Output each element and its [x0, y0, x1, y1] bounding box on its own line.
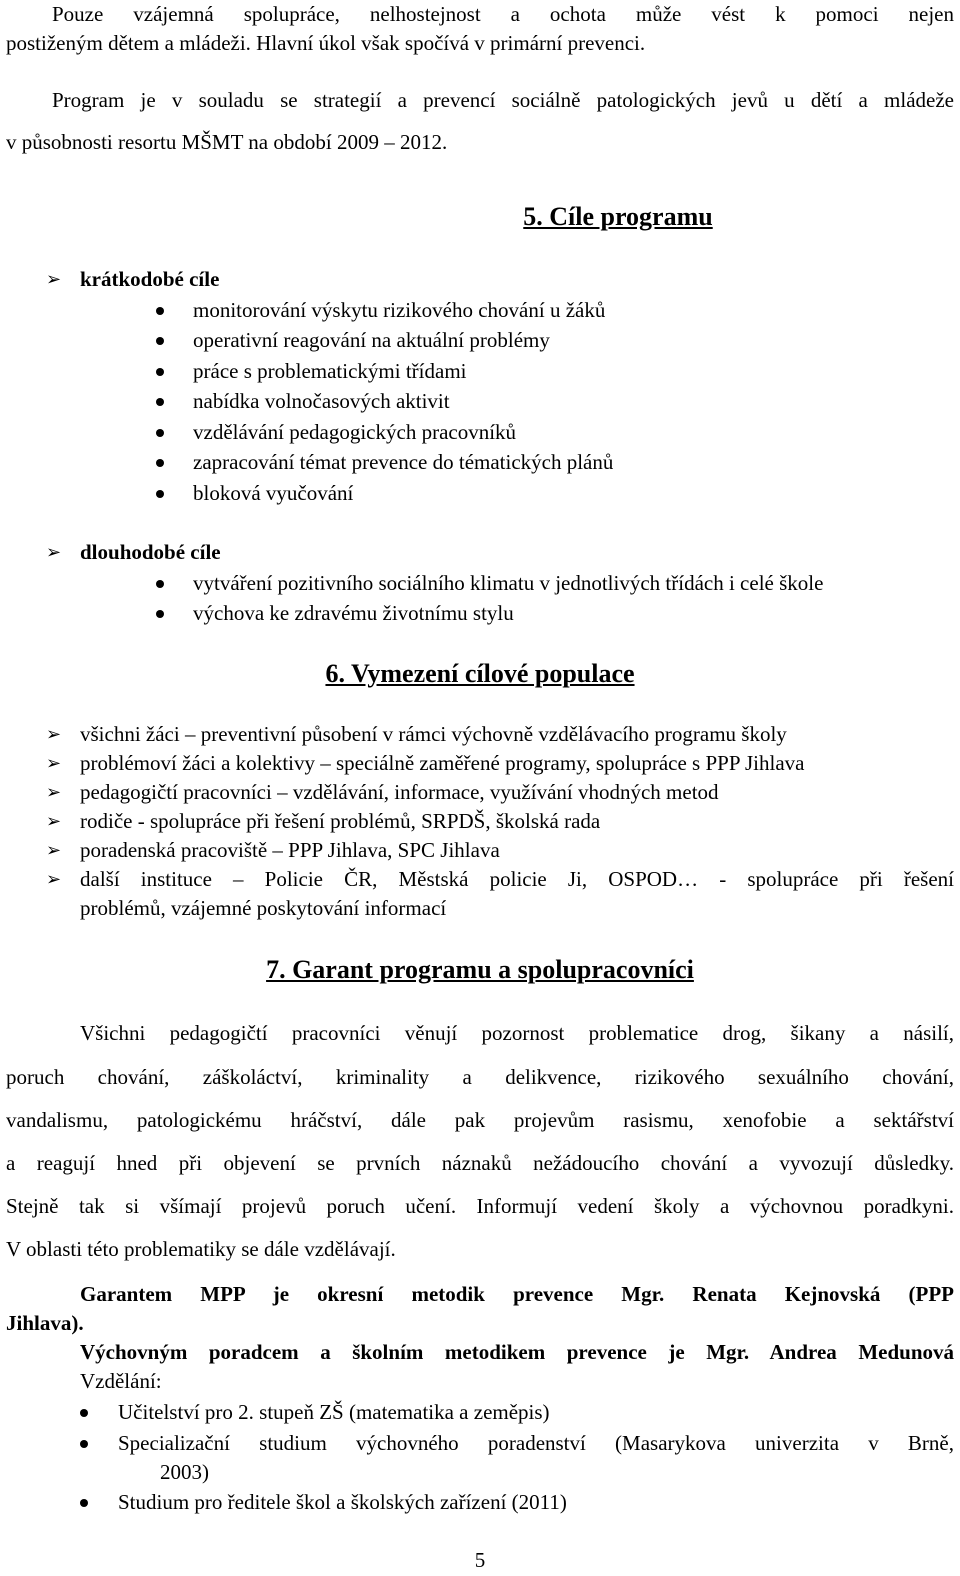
paragraph-line: Stejně tak si všímají projevů poruch učení. Informují vedení školy a výchovnou poradkyni. [6, 1194, 954, 1218]
intro-line-3: Program je v souladu se strategií a prevencí sociálně patologických jevů u dětí a mládeže [52, 88, 954, 112]
intro-line-2: postiženým dětem a mládeži. Hlavní úkol však spočívá v primární prevenci. [6, 31, 646, 55]
garant-line-1: Garantem MPP je okresní metodik prevence Mgr. Renata Kejnovská (PPP [80, 1282, 954, 1306]
list-item: výchova ke zdravému životnímu stylu [150, 599, 954, 628]
arrow-bullet-icon: ➢ [46, 542, 62, 563]
bullet-dot-icon [156, 459, 164, 467]
arrow-bullet-icon: ➢ [46, 869, 62, 890]
bullet-dot-icon [80, 1499, 88, 1507]
bullet-dot-icon [156, 368, 164, 376]
list-item: operativní reagování na aktuální problémy [150, 326, 954, 355]
bullet-dot-icon [80, 1440, 88, 1448]
list-item: Učitelství pro 2. stupeň ZŠ (matematika a zeměpis) [80, 1398, 954, 1427]
intro-line-4: v působnosti resortu MŠMT na období 2009 – 2012. [6, 130, 448, 154]
education-label: Vzdělání: [80, 1369, 162, 1393]
section-7-title: 7. Garant programu a spolupracovníci [266, 955, 694, 984]
paragraph-line: Všichni pedagogičtí pracovníci věnují pozornost problematice drog, šikany a násilí, [80, 1021, 954, 1045]
section-6-title: 6. Vymezení cílové populace [325, 659, 635, 688]
list-item: zapracování témat prevence do tématických plánů [150, 448, 954, 477]
bullet-dot-icon [156, 398, 164, 406]
advisor-line: Výchovným poradcem a školním metodikem prevence je Mgr. Andrea Medunová [80, 1340, 954, 1364]
bullet-dot-icon [156, 429, 164, 437]
bullet-dot-icon [156, 490, 164, 498]
list-item-continuation: 2003) [160, 1460, 209, 1484]
arrow-bullet-icon: ➢ [46, 782, 62, 803]
bullet-dot-icon [156, 610, 164, 618]
paragraph-line: poruch chování, záškoláctví, kriminality a delikvence, rizikového sexuálního chování, [6, 1065, 954, 1089]
paragraph-line: a reagují hned při objevení se prvních náznaků nežádoucího chování a vyvozují důsledky. [6, 1151, 954, 1175]
garant-line-2: Jihlava). [6, 1311, 84, 1335]
section-5-title: 5. Cíle programu [523, 202, 713, 231]
list-item: monitorování výskytu rizikového chování u žáků [150, 296, 954, 325]
arrow-bullet-icon: ➢ [46, 811, 62, 832]
bullet-dot-icon [80, 1409, 88, 1417]
short-term-label: krátkodobé cíle [80, 267, 220, 291]
page-number: 5 [474, 1548, 486, 1572]
paragraph-line: vandalismu, patologickému hráčství, dále pak projevům rasismu, xenofobie a sektářství [6, 1108, 954, 1132]
section-6-heading [0, 657, 960, 691]
arrow-bullet-icon: ➢ [46, 724, 62, 745]
paragraph-line: V oblasti této problematiky se dále vzdělávají. [6, 1237, 396, 1261]
section-7-heading [0, 953, 960, 987]
bullet-dot-icon [156, 580, 164, 588]
arrow-bullet-icon: ➢ [46, 753, 62, 774]
list-item: nabídka volnočasových aktivit [150, 387, 954, 416]
bullet-dot-icon [156, 337, 164, 345]
document-page: Pouze vzájemná spolupráce, nelhostejnost a ochota může vést k pomoci nejen postiženým dětem a mládeži. Hlavní úkol však spočívá v primární prevenci. Program je v souladu se strategií a prevencí sociálně patologických jevů u dětí a mládeže v působnosti resortu MŠMT na období 2009 – 2012. 5. Cíle programu ➢ krátkodobé cíle monitorování výskytu rizikového chování u žáků operativní reagování na aktuální problémy práce s problematickými třídami nabídka volnočasových aktivit vzdělávání pedagogických pracovníků zapracování témat prevence do tématických plánů bloková vyučování ➢ dlouhodobé cíle vytváření pozitivního sociálního klimatu v jednotlivých třídách i celé škole výchova ke zdravému životnímu stylu 6. Vymezení cílové populace ➢ všichni žáci – preventivní působení v rámci výchovně vzdělávacího programu školy ➢ problémoví žáci a kolektivy – speciálně zaměřené programy, spolupráce s PPP Jihlava ➢ pedagogičtí pracovníci – vzdělávání, informace, využívání vhodných metod ➢ rodiče - spolupráce při řešení problémů, SRPDŠ, školská rada ➢ poradenská pracoviště – PPP Jihlava, SPC Jihlava ➢ další instituce – Policie ČR, Městská policie Ji, OSPOD… - spolupráce při řešení problémů, vzájemné poskytování informací 7. Garant programu a spolupracovníci Všichni pedagogičtí pracovníci věnují pozornost problematice drog, šikany a násilí, poruch chování, záškoláctví, kriminality a delikvence, rizikového sexuálního chování, vandalismu, patologickému hráčství, dále pak projevům rasismu, xenofobie a sektářství a reagují hned při objevení se prvních náznaků nežádoucího chování a vyvozují důsledky. Stejně tak si všímají projevů poruch učení. Informují vedení školy a výchovnou poradkyni. V oblasti této problematiky se dále vzdělávají. Garantem MPP je okresní metodik prevence Mgr. Renata Kejnovská (PPP Jihlava). Výchovným poradcem a školním metodikem prevence je Mgr. Andrea Medunová Vzdělání: Učitelství pro 2. stupeň ZŠ (matematika a zeměpis) Specializační studium výchovného poradenství (Masarykova univerzita v Brně, 2003) Studium pro ředitele škol a školských zařízení (2011) 5 [0, 0, 960, 1576]
intro-line-1: Pouze vzájemná spolupráce, nelhostejnost a ochota může vést k pomoci nejen [52, 2, 954, 26]
arrow-bullet-icon: ➢ [46, 840, 62, 861]
list-item: bloková vyučování [150, 479, 954, 508]
list-item: Studium pro ředitele škol a školských zařízení (2011) [80, 1488, 954, 1517]
long-term-label: dlouhodobé cíle [80, 540, 221, 564]
list-item: práce s problematickými třídami [150, 357, 954, 386]
section-5-heading [138, 200, 960, 234]
bullet-dot-icon [156, 307, 164, 315]
list-item: Specializační studium výchovného poradenství (Masarykova univerzita v Brně, [80, 1429, 954, 1458]
list-item: vzdělávání pedagogických pracovníků [150, 418, 954, 447]
list-item: vytváření pozitivního sociálního klimatu v jednotlivých třídách i celé škole [150, 569, 954, 598]
arrow-bullet-icon: ➢ [46, 269, 62, 290]
